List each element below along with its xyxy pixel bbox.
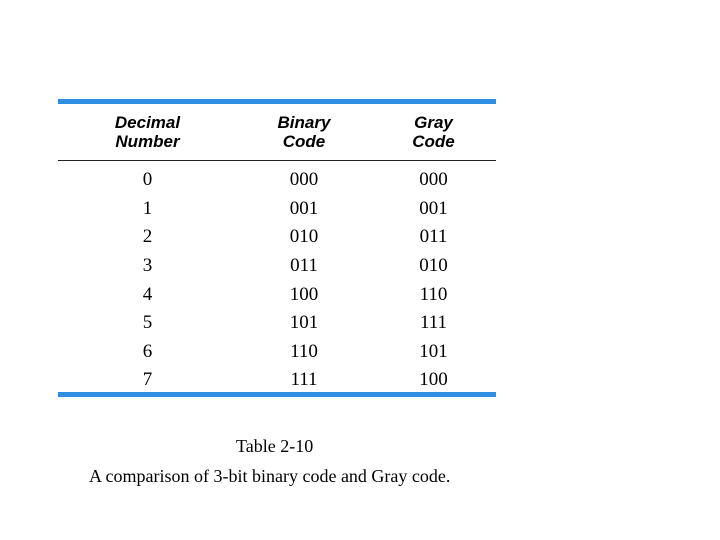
caption-description: A comparison of 3-bit binary code and Gray code. — [89, 466, 451, 486]
binary-cell: 010 — [289, 226, 319, 248]
table-row — [58, 366, 496, 395]
decimal-cell: 4 — [142, 283, 153, 305]
gray-cell: 100 — [419, 369, 448, 391]
binary-cell: 011 — [290, 255, 318, 277]
binary-cell: 110 — [290, 340, 318, 362]
table-header — [58, 104, 496, 160]
header-decimal-number: Decimal Number — [114, 113, 181, 151]
gray-cell: 101 — [419, 340, 448, 362]
decimal-cell: 3 — [142, 255, 153, 277]
binary-cell: 000 — [289, 169, 319, 191]
binary-cell: 100 — [289, 283, 319, 305]
table-row — [58, 223, 496, 252]
bottom-rule — [58, 392, 496, 397]
decimal-cell: 2 — [142, 226, 153, 248]
gray-cell: 001 — [419, 197, 448, 219]
comparison-table — [58, 99, 496, 397]
gray-cell: 010 — [419, 255, 448, 277]
table-row — [58, 252, 496, 281]
decimal-cell: 0 — [142, 169, 153, 191]
gray-cell: 011 — [419, 226, 448, 248]
gray-cell: 111 — [419, 312, 448, 334]
table-row — [58, 166, 496, 195]
header-gray-code: Gray Code — [412, 113, 455, 151]
decimal-cell: 7 — [142, 369, 153, 391]
binary-cell: 001 — [289, 197, 319, 219]
table-body — [58, 161, 496, 392]
binary-cell: 101 — [289, 312, 319, 334]
caption-title: Table 2-10 — [236, 436, 314, 456]
decimal-cell: 1 — [142, 197, 153, 219]
decimal-cell: 6 — [142, 340, 153, 362]
table-row — [58, 338, 496, 367]
binary-cell: 111 — [290, 369, 318, 391]
gray-cell: 110 — [419, 283, 448, 305]
decimal-cell: 5 — [142, 312, 153, 334]
header-binary-code: Binary Code — [277, 113, 331, 151]
table-row — [58, 195, 496, 224]
table-row — [58, 280, 496, 309]
gray-cell: 000 — [419, 169, 448, 191]
table-row — [58, 309, 496, 338]
